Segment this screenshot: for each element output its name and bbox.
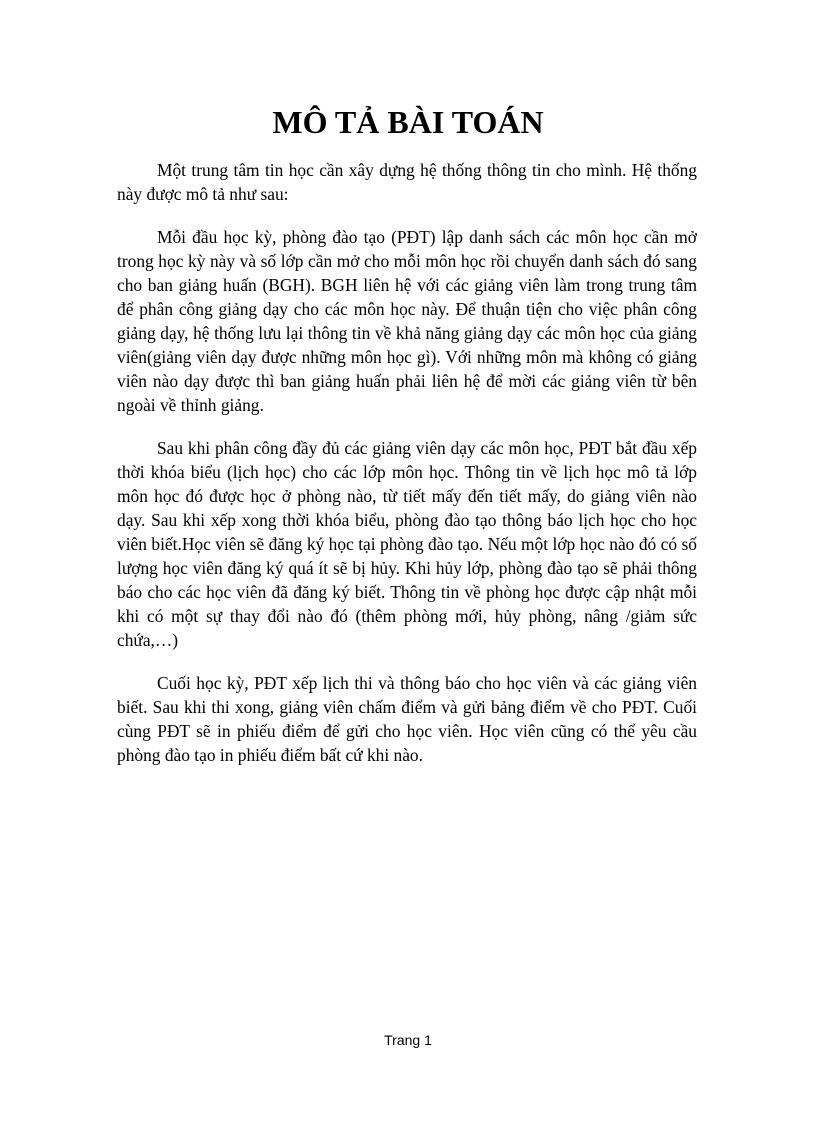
page-title: MÔ TẢ BÀI TOÁN	[272, 104, 544, 140]
paragraph-intro: Một trung tâm tin học cần xây dựng hệ thống thông tin cho mình. Hệ thống này được mô tả như sau:	[117, 160, 697, 204]
paragraph-course-planning: Mỗi đầu học kỳ, phòng đào tạo (PĐT) lập danh sách các môn học cần mở trong học kỳ này và số lớp cần mở cho mỗi môn học rồi chuyển danh sách đó sang cho ban giảng huấn (BGH). BGH liên hệ với các giảng viên làm trong trung tâm để phân công giảng dạy cho các môn học này. Để thuận tiện cho việc phân công giảng dạy, hệ thống lưu lại thông tin về khả năng giảng dạy các môn học của giảng viên(giảng viên dạy được những môn học gì). Với những môn mà không có giảng viên nào dạy được thì ban giảng huấn phải liên hệ để mời các giảng viên từ bên ngoài về thỉnh giảng.	[117, 227, 697, 415]
document-body	[117, 158, 697, 786]
page-number: Trang 1	[384, 1032, 432, 1048]
paragraph-exams: Cuối học kỳ, PĐT xếp lịch thi và thông báo cho học viên và các giảng viên biết. Sau khi thi xong, giảng viên chấm điểm và gửi bảng điểm về cho PĐT. Cuối cùng PĐT sẽ in phiếu điểm để gửi cho học viên. Học viên cũng có thể yêu cầu phòng đào tạo in phiếu điểm bất cứ khi nào.	[117, 673, 697, 765]
paragraph-scheduling: Sau khi phân công đầy đủ các giảng viên dạy các môn học, PĐT bắt đầu xếp thời khóa biểu (lịch học) cho các lớp môn học. Thông tin về lịch học mô tả lớp môn học đó được học ở phòng nào, từ tiết mấy đến tiết mấy, do giảng viên nào dạy. Sau khi xếp xong thời khóa biểu, phòng đào tạo thông báo lịch học cho học viên biết.Học viên sẽ đăng ký học tại phòng đào tạo. Nếu một lớp học nào đó có số lượng học viên đăng ký quá ít sẽ bị hủy. Khi hủy lớp, phòng đào tạo sẽ phải thông báo cho các học viên đã đăng ký biết. Thông tin về phòng học được cập nhật mỗi khi có một sự thay đổi nào đó (thêm phòng mới, hủy phòng, nâng /giảm sức chứa,…)	[117, 438, 697, 650]
